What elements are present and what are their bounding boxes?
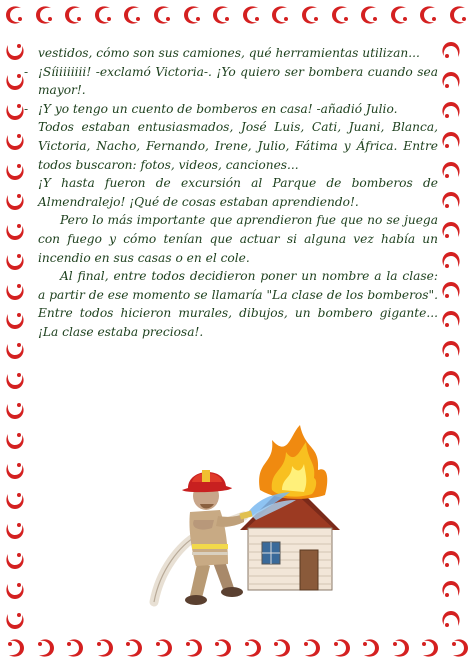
red-swirl-icon xyxy=(387,635,413,661)
story-line-continued: vestidos, cómo son sus camiones, qué herramientas utilizan... xyxy=(38,46,420,60)
red-swirl-icon xyxy=(2,577,28,603)
red-swirl-icon xyxy=(209,635,235,661)
red-swirl-icon xyxy=(120,2,146,28)
red-swirl-icon xyxy=(2,307,28,333)
red-swirl-icon xyxy=(438,98,464,124)
red-swirl-icon xyxy=(32,2,58,28)
red-swirl-icon xyxy=(438,457,464,483)
paragraph-ending: Al final, entre todos decidieron poner un nombre a la clase: a partir de ese momento se llamaría "La clase de los bomberos". Entre todos hicieron murales, dibujos, un bombero gigante... ¡La clase estaba preciosa!. xyxy=(38,269,438,339)
red-swirl-icon xyxy=(438,577,464,603)
dialog-line-julio xyxy=(24,100,438,119)
red-swirl-icon xyxy=(298,2,324,28)
red-swirl-icon xyxy=(2,367,28,393)
red-swirl-icon xyxy=(239,2,265,28)
dialog-text: ¡Síiiiiiiii! -exclamó Victoria-. ¡Yo quiero ser bombera cuando sea mayor!. xyxy=(38,64,438,98)
red-swirl-icon xyxy=(2,547,28,573)
red-swirl-icon xyxy=(91,635,117,661)
red-swirl-icon xyxy=(2,397,28,423)
red-swirl-icon xyxy=(2,337,28,363)
dialog-dash: - xyxy=(24,64,29,79)
red-swirl-icon xyxy=(2,457,28,483)
firefighter-with-hose-burning-house-icon xyxy=(140,420,340,610)
red-swirl-icon xyxy=(32,635,58,661)
red-swirl-icon xyxy=(2,487,28,513)
red-swirl-icon xyxy=(268,2,294,28)
border-top xyxy=(0,2,474,36)
story-text xyxy=(24,44,438,342)
red-swirl-icon xyxy=(91,2,117,28)
border-left xyxy=(2,38,36,633)
red-swirl-icon xyxy=(150,635,176,661)
red-swirl-icon xyxy=(438,547,464,573)
red-swirl-icon xyxy=(2,158,28,184)
red-swirl-icon xyxy=(209,2,235,28)
red-swirl-icon xyxy=(2,218,28,244)
red-swirl-icon xyxy=(2,188,28,214)
red-swirl-icon xyxy=(2,128,28,154)
red-swirl-icon xyxy=(446,2,472,28)
dialog-dash: - xyxy=(24,101,29,116)
dialog-line-victoria xyxy=(24,63,438,100)
red-swirl-icon xyxy=(2,607,28,633)
red-swirl-icon xyxy=(438,248,464,274)
red-swirl-icon xyxy=(438,68,464,94)
red-swirl-icon xyxy=(2,517,28,543)
red-swirl-icon xyxy=(438,278,464,304)
red-swirl-icon xyxy=(438,397,464,423)
red-swirl-icon xyxy=(328,635,354,661)
red-swirl-icon xyxy=(438,607,464,633)
red-swirl-icon xyxy=(438,188,464,214)
red-swirl-icon xyxy=(438,38,464,64)
red-swirl-icon xyxy=(239,635,265,661)
red-swirl-icon xyxy=(357,635,383,661)
red-swirl-icon xyxy=(438,218,464,244)
red-swirl-icon xyxy=(2,427,28,453)
dialog-text: ¡Y yo tengo un cuento de bomberos en casa! -añadió Julio. xyxy=(38,101,398,116)
red-swirl-icon xyxy=(2,248,28,274)
border-right xyxy=(438,38,472,633)
red-swirl-icon xyxy=(416,635,442,661)
red-swirl-icon xyxy=(387,2,413,28)
red-swirl-icon xyxy=(268,635,294,661)
red-swirl-icon xyxy=(438,487,464,513)
red-swirl-icon xyxy=(438,427,464,453)
red-swirl-icon xyxy=(446,635,472,661)
red-swirl-icon xyxy=(61,635,87,661)
red-swirl-icon xyxy=(328,2,354,28)
red-swirl-icon xyxy=(61,2,87,28)
red-swirl-icon xyxy=(416,2,442,28)
red-swirl-icon xyxy=(150,2,176,28)
red-swirl-icon xyxy=(438,158,464,184)
red-swirl-icon xyxy=(298,635,324,661)
red-swirl-icon xyxy=(2,278,28,304)
red-swirl-icon xyxy=(2,635,28,661)
red-swirl-icon xyxy=(438,517,464,543)
red-swirl-icon xyxy=(438,307,464,333)
red-swirl-icon xyxy=(438,337,464,363)
red-swirl-icon xyxy=(120,635,146,661)
red-swirl-icon xyxy=(2,38,28,64)
red-swirl-icon xyxy=(438,367,464,393)
red-swirl-icon xyxy=(180,635,206,661)
red-swirl-icon xyxy=(438,128,464,154)
red-swirl-icon xyxy=(2,2,28,28)
paragraph-excursion: ¡Y hasta fueron de excursión al Parque de bomberos de Almendralejo! ¡Qué de cosas estaban aprendiendo!. xyxy=(38,176,438,209)
red-swirl-icon xyxy=(180,2,206,28)
paragraph-names: Todos estaban entusiasmados, José Luis, Cati, Juani, Blanca, Victoria, Nacho, Fernando, Irene, Julio, Fátima y África. Entre todos buscaron: fotos, videos, canciones... xyxy=(38,120,438,172)
red-swirl-icon xyxy=(357,2,383,28)
firefighter-icon xyxy=(182,470,253,605)
border-bottom xyxy=(0,635,474,669)
paragraph-lesson: Pero lo más importante que aprendieron fue que no se juega con fuego y cómo tenían que actuar si alguna vez había un incendio en sus casas o en el cole. xyxy=(38,213,438,265)
